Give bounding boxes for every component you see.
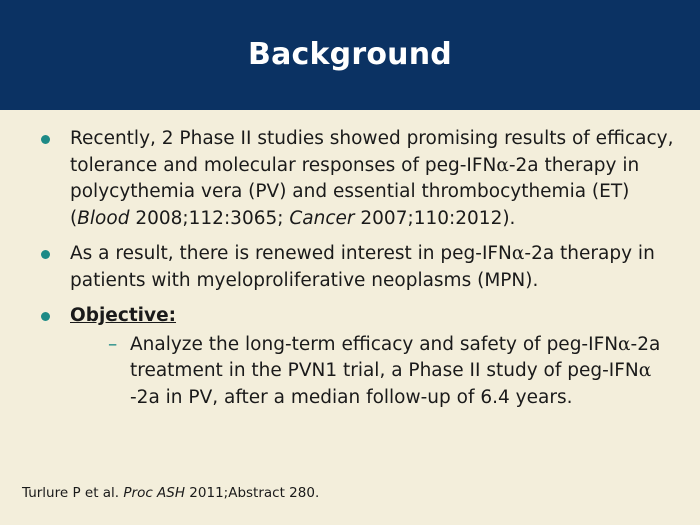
greek-alpha: α	[638, 360, 652, 381]
slide-title: Background	[248, 36, 452, 72]
journal-name: Proc ASH	[123, 485, 186, 501]
bullet-text-part: 2008;112:3065;	[129, 207, 290, 229]
sub-bullet-text-part: -2a in PV, after a median follow-up of 6.4 years.	[130, 386, 573, 408]
objective-label: Objective:	[70, 305, 177, 326]
bullet-text-part: As a result, there is renewed interest in peg-IFN	[70, 243, 512, 264]
greek-alpha: α	[496, 154, 509, 176]
citation-text-part: Turlure P et al.	[22, 485, 124, 501]
journal-name: Blood	[77, 207, 130, 229]
citation-text-part: 2011;Abstract 280.	[185, 485, 320, 501]
bullet-list	[40, 126, 680, 420]
bullet-text-part: -2a therapy in patients with myeloproliferative neoplasms (MPN).	[70, 243, 655, 291]
bullet-item-objective	[40, 303, 680, 411]
sub-bullet-text-part: -2a treatment in the PVN1 trial, a Phase II study of peg-IFN	[130, 333, 661, 381]
bullet-dot-icon	[41, 135, 50, 144]
bullet-dot-icon	[41, 250, 50, 259]
bullet-dot-icon	[41, 312, 50, 321]
greek-alpha: α	[511, 243, 525, 264]
bullet-item-interest	[40, 241, 680, 294]
slide-header	[0, 0, 700, 110]
journal-name: Cancer	[289, 207, 355, 229]
dash-icon: –	[108, 333, 118, 355]
bullet-text-part: -2a therapy in polycythemia vera (PV) and essential thrombocythemia (ET) (	[70, 154, 640, 229]
bullet-item-studies	[40, 126, 680, 232]
citation	[22, 485, 319, 501]
sub-bullet-text-part: Analyze the long-term efficacy and safety of peg-IFN	[130, 333, 619, 355]
bullet-text-part: 2007;110:2012).	[354, 207, 516, 229]
bullet-text-part: Recently, 2 Phase II studies showed promising results of efficacy, tolerance and molecular responses of peg-IFN	[70, 128, 674, 176]
sub-bullet-objective	[70, 332, 680, 412]
greek-alpha: α	[618, 333, 631, 355]
